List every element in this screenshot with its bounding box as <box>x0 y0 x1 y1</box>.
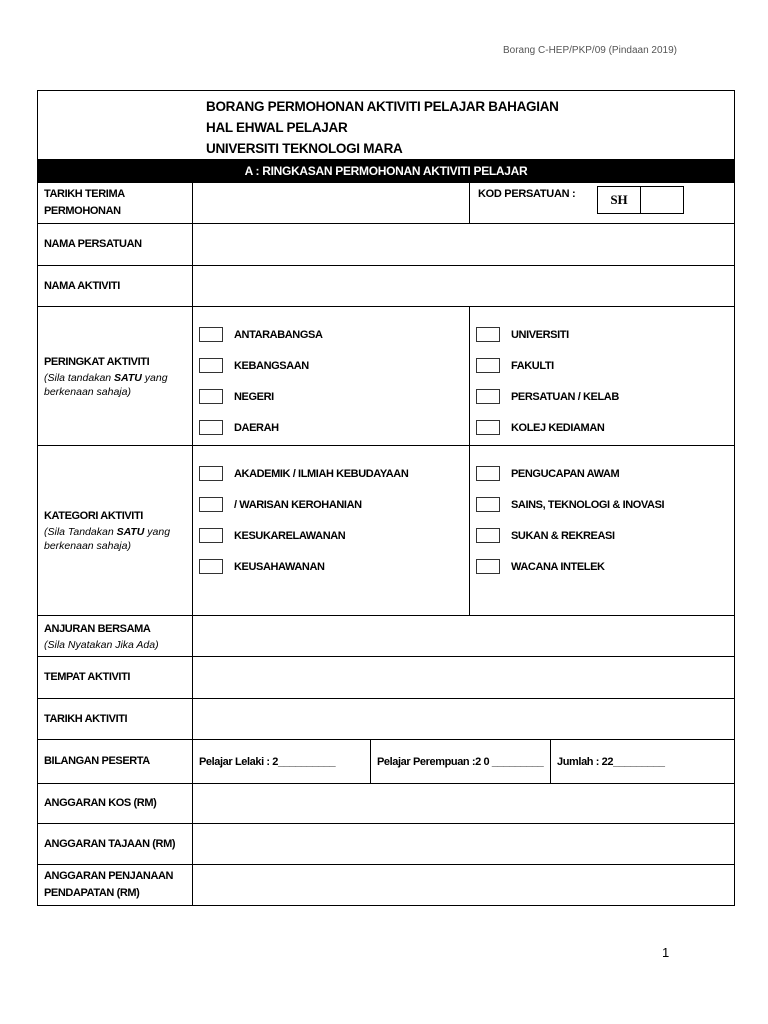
option-label: PENGUCAPAN AWAM <box>511 467 620 480</box>
label-tempat-aktiviti: TEMPAT AKTIVITI <box>44 671 131 683</box>
anggaran-kos-field[interactable] <box>193 784 734 823</box>
row-tarikh-aktiviti <box>38 698 734 739</box>
option-sukan-rekreasi <box>476 520 734 551</box>
peringkat-hint-pre: (Sila tandakan <box>44 371 115 384</box>
row-nama-persatuan <box>38 223 734 265</box>
row-anggaran-penjanaan <box>38 864 734 905</box>
kategori-hint <box>44 525 192 553</box>
option-antarabangsa <box>199 319 469 350</box>
label-tajaan-cell <box>38 824 193 864</box>
checkbox-daerah[interactable] <box>199 420 223 435</box>
label-tarikh-terima <box>38 183 193 223</box>
checkbox-sains-teknologi[interactable] <box>476 497 500 512</box>
jumlah-peserta-field[interactable]: Jumlah : 22_________ <box>557 755 665 768</box>
checkbox-kesukarelawanan[interactable] <box>199 528 223 543</box>
row-nama-aktiviti <box>38 265 734 306</box>
label-penjanaan-line2: PENDAPATAN (RM) <box>44 887 140 899</box>
label-tarikh-aktiviti: TARIKH AKTIVITI <box>44 712 128 725</box>
label-anggaran-tajaan: ANGGARAN TAJAAN (RM) <box>44 837 176 850</box>
option-label: / WARISAN KEROHANIAN <box>234 498 362 511</box>
option-label: FAKULTI <box>511 359 554 372</box>
label-kos-cell <box>38 784 193 823</box>
option-label: KEUSAHAWANAN <box>234 560 325 573</box>
checkbox-negeri[interactable] <box>199 389 223 404</box>
label-nama-aktiviti: NAMA AKTIVITI <box>44 279 120 292</box>
row-bilangan-peserta <box>38 739 734 783</box>
title-line-3: UNIVERSITI TEKNOLOGI MARA <box>206 141 403 156</box>
kod-persatuan-field[interactable] <box>641 187 683 213</box>
option-negeri <box>199 381 469 412</box>
row-peringkat-aktiviti <box>38 306 734 445</box>
checkbox-fakulti[interactable] <box>476 358 500 373</box>
row-tempat-aktiviti <box>38 656 734 698</box>
row-anggaran-kos <box>38 783 734 823</box>
label-peringkat-cell <box>38 307 193 445</box>
label-kategori-cell <box>38 446 193 615</box>
anjuran-bersama-field[interactable] <box>193 616 734 656</box>
checkbox-warisan[interactable] <box>199 497 223 512</box>
form-title <box>38 91 734 159</box>
option-label: KEBANGSAAN <box>234 359 309 372</box>
pelajar-lelaki-field[interactable]: Pelajar Lelaki : 2__________ <box>193 740 371 783</box>
checkbox-keusahawanan[interactable] <box>199 559 223 574</box>
option-label: SAINS, TEKNOLOGI & INOVASI <box>511 498 665 511</box>
label-nama-persatuan-cell <box>38 224 193 265</box>
label-tarikh-aktiviti-cell <box>38 699 193 739</box>
label-tempat-cell <box>38 657 193 698</box>
checkbox-antarabangsa[interactable] <box>199 327 223 342</box>
checkbox-akademik[interactable] <box>199 466 223 481</box>
option-label: NEGERI <box>234 390 274 403</box>
option-label: SUKAN & REKREASI <box>511 529 615 542</box>
tarikh-aktiviti-field[interactable] <box>193 699 734 739</box>
option-keusahawanan <box>199 551 469 582</box>
section-a-heading: A : RINGKASAN PERMOHONAN AKTIVITI PELAJAR <box>38 159 734 183</box>
checkbox-persatuan-kelab[interactable] <box>476 389 500 404</box>
label-kategori-aktiviti: KATEGORI AKTIVITI <box>44 510 143 522</box>
option-kolej-kediaman <box>476 412 734 443</box>
title-line-1: BORANG PERMOHONAN AKTIVITI PELAJAR BAHAGIAN <box>206 99 559 114</box>
kategori-hint-post: yang berkenaan sahaja) <box>44 526 171 552</box>
option-label: UNIVERSITI <box>511 328 569 341</box>
option-label: KOLEJ KEDIAMAN <box>511 421 605 434</box>
kategori-options-right <box>469 446 734 615</box>
checkbox-kolej-kediaman[interactable] <box>476 420 500 435</box>
option-akademik <box>199 458 469 489</box>
kategori-hint-bold: SATU <box>116 526 145 538</box>
form-code: Borang C-HEP/PKP/09 (Pindaan 2019) <box>503 45 677 56</box>
nama-aktiviti-field[interactable] <box>193 266 734 306</box>
row-anjuran-bersama <box>38 615 734 656</box>
peringkat-options-left <box>193 307 469 445</box>
label-nama-persatuan: NAMA PERSATUAN <box>44 238 142 250</box>
anjuran-hint: (Sila Nyatakan Jika Ada) <box>44 638 159 651</box>
kod-persatuan-cell <box>470 183 734 223</box>
option-fakulti <box>476 350 734 381</box>
kod-persatuan-box <box>597 186 684 214</box>
tempat-aktiviti-field[interactable] <box>193 657 734 698</box>
kod-persatuan-prefix: SH <box>598 187 641 213</box>
anggaran-tajaan-field[interactable] <box>193 824 734 864</box>
option-universiti <box>476 319 734 350</box>
option-label: AKADEMIK / ILMIAH KEBUDAYAAN <box>234 467 409 480</box>
kategori-options-left <box>193 446 469 615</box>
checkbox-kebangsaan[interactable] <box>199 358 223 373</box>
label-anjuran-bersama: ANJURAN BERSAMA <box>44 622 151 635</box>
label-penjanaan-line1: ANGGARAN PENJANAAN <box>44 870 174 882</box>
row-tarikh-terima <box>38 183 734 223</box>
peringkat-options-right <box>469 307 734 445</box>
label-peringkat-aktiviti: PERINGKAT AKTIVITI <box>44 355 150 368</box>
peringkat-hint-bold: SATU <box>114 371 142 384</box>
tarikh-terima-area <box>193 183 734 223</box>
option-label: KESUKARELAWANAN <box>234 529 346 542</box>
option-label: ANTARABANGSA <box>234 328 323 341</box>
peringkat-hint <box>44 371 192 399</box>
label-bilangan-peserta: BILANGAN PESERTA <box>44 755 150 767</box>
option-wacana-intelek <box>476 551 734 582</box>
checkbox-sukan-rekreasi[interactable] <box>476 528 500 543</box>
option-persatuan-kelab <box>476 381 734 412</box>
option-label: WACANA INTELEK <box>511 560 605 573</box>
label-bilangan-cell <box>38 740 193 783</box>
label-tarikh-terima-line2: PERMOHONAN <box>44 205 121 217</box>
label-penjanaan-cell <box>38 865 193 905</box>
option-label: PERSATUAN / KELAB <box>511 390 619 403</box>
option-pengucapan-awam <box>476 458 734 489</box>
option-label: DAERAH <box>234 421 279 434</box>
title-line-2: HAL EHWAL PELAJAR <box>206 120 348 135</box>
option-kesukarelawanan <box>199 520 469 551</box>
pelajar-perempuan-field[interactable]: Pelajar Perempuan :2 0 _________ <box>371 740 551 783</box>
tarikh-terima-field[interactable] <box>193 183 470 223</box>
row-kategori-aktiviti <box>38 445 734 615</box>
option-sains-teknologi <box>476 489 734 520</box>
kategori-hint-pre: (Sila Tandakan <box>44 526 117 538</box>
label-nama-aktiviti-cell <box>38 266 193 306</box>
page-number: 1 <box>662 945 670 960</box>
checkbox-universiti[interactable] <box>476 327 500 342</box>
option-kebangsaan <box>199 350 469 381</box>
checkbox-pengucapan-awam[interactable] <box>476 466 500 481</box>
label-tarikh-terima-line1: TARIKH TERIMA <box>44 188 125 200</box>
nama-persatuan-field[interactable] <box>193 224 734 265</box>
option-warisan <box>199 489 469 520</box>
label-anjuran-cell <box>38 616 193 656</box>
kod-persatuan-label: KOD PERSATUAN : <box>478 188 576 200</box>
row-anggaran-tajaan <box>38 823 734 864</box>
option-daerah <box>199 412 469 443</box>
form-table <box>37 90 735 906</box>
peringkat-hint-post: yang berkenaan sahaja) <box>44 371 168 398</box>
anggaran-penjanaan-field[interactable] <box>193 865 734 905</box>
label-anggaran-kos: ANGGARAN KOS (RM) <box>44 797 157 809</box>
checkbox-wacana-intelek[interactable] <box>476 559 500 574</box>
